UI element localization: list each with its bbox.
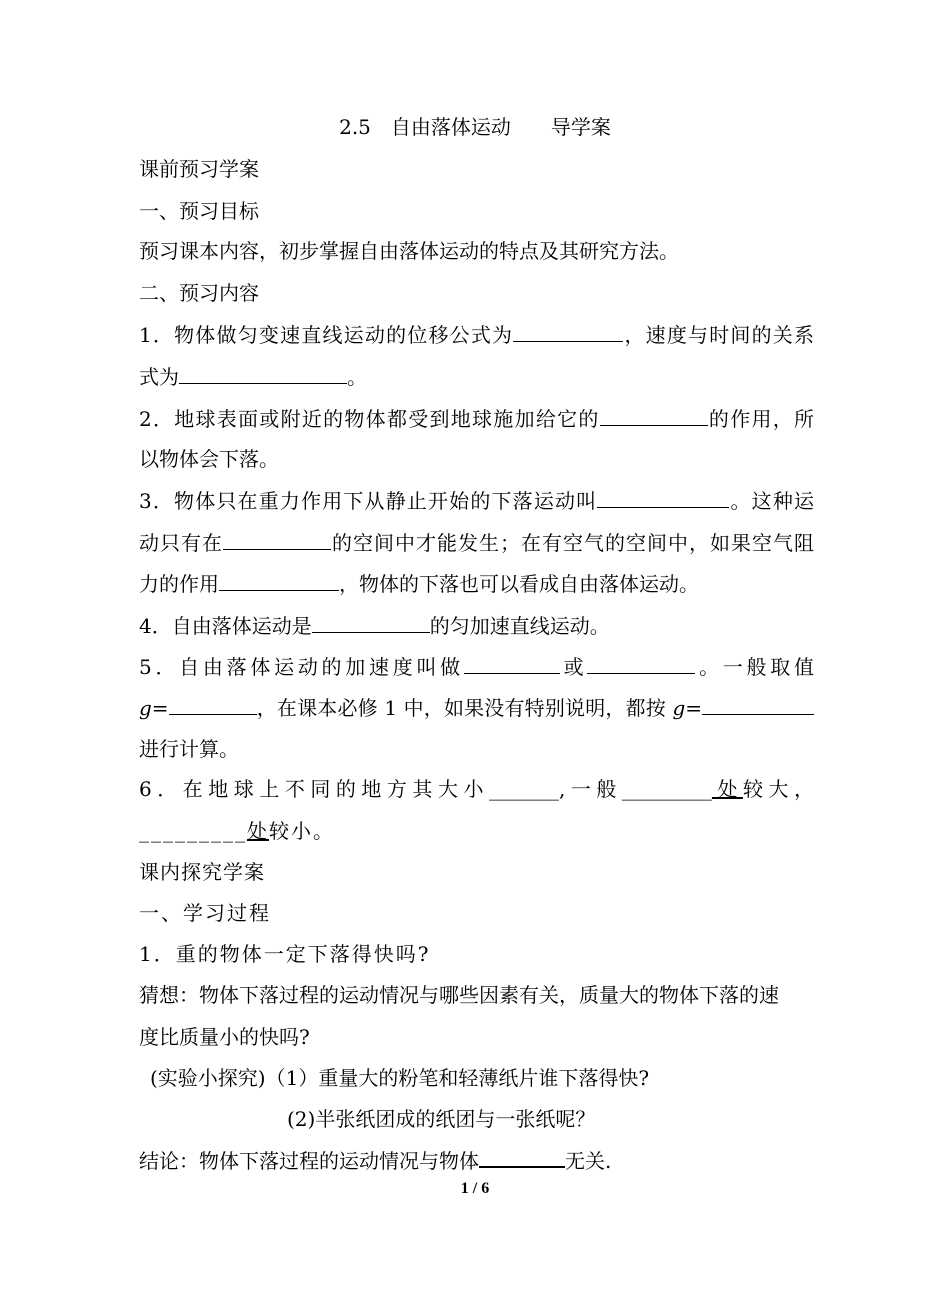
question-6-text-e: 处 (711, 777, 743, 801)
answer-blank[interactable]: _______, (489, 777, 566, 801)
question-1-text-c: 式为 (139, 365, 179, 389)
section-heading-preview: 课前预习学案 (139, 157, 259, 181)
question-4-line-1 (139, 612, 814, 639)
answer-blank[interactable] (597, 487, 729, 508)
question-2-line-2: 以物体会下落。 (139, 447, 279, 471)
question-3-text-f: ，物体的下落也可以看成自由落体运动。 (339, 572, 699, 596)
section-heading-inclass: 课内探究学案 (139, 860, 265, 884)
answer-blank[interactable]: _________ (621, 777, 712, 801)
question-6-line-1 (139, 776, 814, 802)
question-6-text-h: 处 (247, 819, 269, 843)
question-1-line-1 (139, 321, 814, 348)
guess-line-2: 度比质量小的快吗? (139, 1025, 310, 1049)
conclusion-text-a: 结论：物体下落过程的运动情况与物体 (139, 1149, 479, 1173)
question-6-line-2 (139, 818, 814, 844)
question-6-text-i: 较小。 (269, 819, 335, 843)
answer-blank[interactable] (312, 612, 430, 633)
experiment-line-2: (2)半张纸团成的纸团与一张纸呢？ (287, 1107, 596, 1131)
question-3-text-d: 的空间中才能发生；在有空气的空间中，如果空气阻 (331, 531, 814, 555)
document-title: 2.5 自由落体运动 导学案 (339, 115, 611, 139)
question-6-text-f: 较大， (742, 777, 815, 801)
gravity-symbol: g= (139, 696, 169, 720)
gravity-symbol: g= (672, 696, 702, 720)
question-3-text-b: 。这种运 (729, 489, 814, 513)
conclusion-line (139, 1146, 814, 1174)
question-2-text-b: 的作用，所 (707, 407, 815, 431)
question-3-text-a: 3．物体只在重力作用下从静止开始的下落运动叫 (139, 489, 598, 513)
answer-blank[interactable] (600, 405, 708, 426)
question-3-line-3 (139, 570, 814, 597)
inclass-question-1: 1．重的物体一定下落得快吗? (139, 942, 431, 966)
answer-blank[interactable] (479, 1146, 565, 1168)
process-heading: 一、学习过程 (139, 901, 271, 925)
question-2-text-a: 2．地球表面或附近的物体都受到地球施加给它的 (139, 407, 600, 431)
page-number: 1 / 6 (460, 1180, 490, 1197)
question-1-line-2 (139, 363, 814, 390)
question-5-line-2 (139, 694, 814, 721)
answer-blank[interactable] (169, 694, 257, 715)
question-1-text-b: ，速度与时间的关系 (623, 323, 815, 347)
answer-blank[interactable]: _________ (139, 819, 247, 843)
question-1-text-d: 。 (347, 365, 367, 389)
question-5-text-e: ，在课本必修 1 中，如果没有特别说明，都按 (256, 696, 673, 720)
answer-blank[interactable] (464, 653, 560, 674)
answer-blank[interactable] (223, 529, 331, 550)
answer-blank[interactable] (587, 653, 695, 674)
question-6-text-a: 6．在地球上不同的地方其大小 (139, 777, 489, 801)
question-5-text-c: 。一般取值 (695, 655, 815, 679)
conclusion-text-b: 无关. (565, 1149, 612, 1173)
answer-blank[interactable] (219, 570, 339, 591)
question-3-text-e: 力的作用 (139, 572, 219, 596)
experiment-line-1: (实验小探究)（1）重量大的粉笔和轻薄纸片谁下落得快? (150, 1066, 650, 1090)
goal-heading: 一、预习目标 (139, 199, 259, 223)
question-6-text-c: 一般 (565, 777, 622, 801)
question-3-text-c: 动只有在 (139, 531, 223, 555)
question-3-line-1 (139, 487, 814, 514)
question-3-line-2 (139, 529, 814, 556)
question-5-text-a: 5．自由落体运动的加速度叫做 (139, 655, 464, 679)
answer-blank[interactable] (179, 363, 347, 384)
guess-line-1: 猜想：物体下落过程的运动情况与哪些因素有关，质量大的物体下落的速 (139, 983, 779, 1007)
content-heading: 二、预习内容 (139, 281, 259, 305)
question-2-line-1 (139, 405, 814, 432)
question-4-text-b: 的匀加速直线运动。 (429, 614, 610, 638)
question-4-text-a: 4．自由落体运动是 (139, 614, 312, 638)
question-1-text-a: 1．物体做匀变速直线运动的位移公式为 (139, 323, 514, 347)
answer-blank[interactable] (702, 694, 814, 715)
question-5-text-b: 或 (559, 655, 588, 679)
answer-blank[interactable] (513, 321, 623, 342)
question-5-line-1 (139, 653, 814, 680)
question-5-line-3: 进行计算。 (139, 737, 239, 761)
goal-text: 预习课本内容，初步掌握自由落体运动的特点及其研究方法。 (139, 239, 679, 263)
